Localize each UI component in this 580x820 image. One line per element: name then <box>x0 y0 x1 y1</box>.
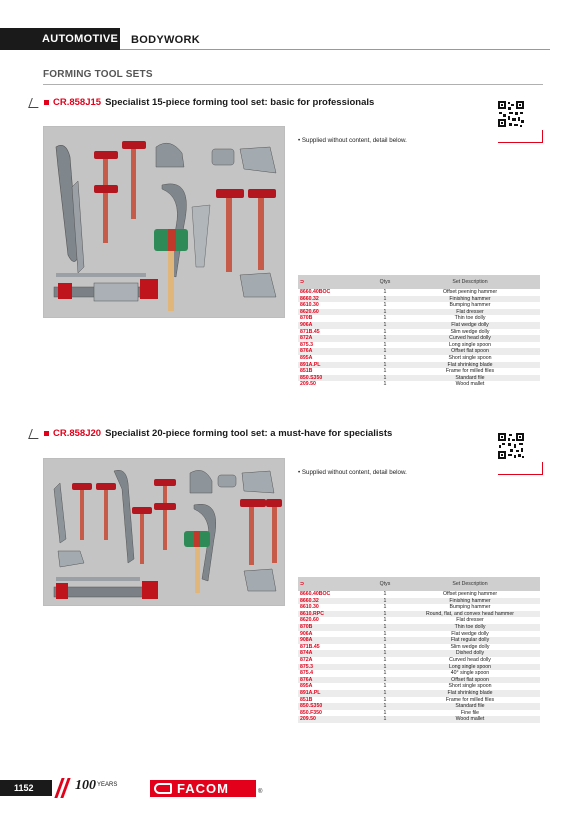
table-row <box>298 677 540 684</box>
registered-mark: ® <box>258 789 263 795</box>
table-row <box>298 309 540 316</box>
part-ref: 8660.32 <box>298 598 370 605</box>
table-row <box>298 690 540 697</box>
part-description: Flat shrinking blade <box>400 690 540 697</box>
set-2-title: Specialist 20-piece forming tool set: a must-have for specialists <box>105 428 393 439</box>
table-row <box>298 617 540 624</box>
part-description: Flat dresser <box>400 309 540 316</box>
part-ref: 209.50 <box>298 381 370 388</box>
tool-set-image <box>44 127 285 318</box>
table-row <box>298 322 540 329</box>
page-number: 1152 <box>14 783 34 793</box>
part-qty: 1 <box>370 604 400 611</box>
part-ref: 876A <box>298 677 370 684</box>
part-qty: 1 <box>370 716 400 723</box>
part-qty: 1 <box>370 617 400 624</box>
header-brand: AUTOMOTIVE <box>42 33 119 45</box>
part-ref: 870B <box>298 315 370 322</box>
part-ref: 875.3 <box>298 664 370 671</box>
col-ref-header <box>298 577 370 591</box>
part-qty: 1 <box>370 329 400 336</box>
part-ref: 872A <box>298 657 370 664</box>
part-description: Offset peening hammer <box>400 591 540 598</box>
part-ref: 8620.60 <box>298 309 370 316</box>
ref-col-icon: ⊃ <box>300 279 305 285</box>
part-ref: 8660.40BOC <box>298 591 370 598</box>
bullet-icon <box>44 431 49 436</box>
part-description: Flat regular dolly <box>400 637 540 644</box>
header-brand-tab <box>0 28 120 50</box>
part-description: Flat shrinking blade <box>400 362 540 369</box>
part-qty: 1 <box>370 644 400 651</box>
page-number-tab <box>0 780 52 796</box>
set-2-note: • Supplied without content, detail below. <box>298 469 407 476</box>
part-ref: 850.S350 <box>298 375 370 382</box>
part-description: Finishing hammer <box>400 598 540 605</box>
part-ref: 876A <box>298 348 370 355</box>
table-row <box>298 631 540 638</box>
part-description: 40° single spoon <box>400 670 540 677</box>
section-rule <box>43 84 543 85</box>
part-ref: 871B.45 <box>298 329 370 336</box>
table-row <box>298 598 540 605</box>
part-description: Curved head dolly <box>400 335 540 342</box>
table-row <box>298 664 540 671</box>
part-ref: 891A.PL <box>298 362 370 369</box>
part-description: Dished dolly <box>400 650 540 657</box>
table-row <box>298 697 540 704</box>
part-qty: 1 <box>370 683 400 690</box>
part-description: Wood mallet <box>400 716 540 723</box>
part-ref: 8610.RPC <box>298 611 370 618</box>
part-ref: 851B <box>298 368 370 375</box>
header-rule <box>120 49 550 50</box>
table-row <box>298 289 540 296</box>
part-description: Flat wedge dolly <box>400 322 540 329</box>
set-2-heading <box>30 428 392 439</box>
table-row <box>298 657 540 664</box>
part-description: Curved head dolly <box>400 657 540 664</box>
part-qty: 1 <box>370 368 400 375</box>
bullet-icon <box>44 100 49 105</box>
part-ref: 851B <box>298 697 370 704</box>
facom-logo <box>150 780 256 797</box>
part-qty: 1 <box>370 710 400 717</box>
set-1-ref: CR.858J15 <box>53 97 102 108</box>
table-row <box>298 362 540 369</box>
section-title: FORMING TOOL SETS <box>43 69 153 80</box>
table-header-row <box>298 577 540 591</box>
part-ref: 850.S350 <box>298 703 370 710</box>
part-description: Thin toe dolly <box>400 624 540 631</box>
part-qty: 1 <box>370 289 400 296</box>
part-description: Frame for milled files <box>400 368 540 375</box>
part-ref: 8610.30 <box>298 604 370 611</box>
qr-callout-line <box>498 474 543 475</box>
part-ref: 906A <box>298 631 370 638</box>
part-description: Offset peening hammer <box>400 289 540 296</box>
part-ref: 8660.32 <box>298 296 370 303</box>
header-category: BODYWORK <box>131 34 201 46</box>
table-row <box>298 342 540 349</box>
part-ref: 895A <box>298 355 370 362</box>
part-description: Long single spoon <box>400 664 540 671</box>
table-row <box>298 296 540 303</box>
set-1-heading <box>30 97 374 108</box>
part-qty: 1 <box>370 598 400 605</box>
tool-set-image <box>44 459 285 606</box>
part-description: Slim wedge dolly <box>400 329 540 336</box>
table-row <box>298 611 540 618</box>
col-desc-header: Set Description <box>400 577 540 591</box>
table-row <box>298 624 540 631</box>
set-1-title: Specialist 15-piece forming tool set: basic for professionals <box>105 97 375 108</box>
page-footer <box>0 778 580 802</box>
part-ref: 8610.30 <box>298 302 370 309</box>
part-ref: 891A.PL <box>298 690 370 697</box>
part-ref: 8660.40BOC <box>298 289 370 296</box>
table-row <box>298 355 540 362</box>
table-row <box>298 375 540 382</box>
part-qty: 1 <box>370 322 400 329</box>
col-desc-header: Set Description <box>400 275 540 289</box>
part-ref: 906A <box>298 322 370 329</box>
part-qty: 1 <box>370 670 400 677</box>
table-row <box>298 348 540 355</box>
part-description: Bumping hammer <box>400 604 540 611</box>
part-description: Round, flat, and convex head hammer <box>400 611 540 618</box>
table-row <box>298 650 540 657</box>
tick-mark <box>28 98 42 108</box>
part-qty: 1 <box>370 302 400 309</box>
part-description: Bumping hammer <box>400 302 540 309</box>
part-ref: 870B <box>298 624 370 631</box>
qr-callout-line <box>498 142 543 143</box>
part-qty: 1 <box>370 381 400 388</box>
part-ref: 8620.60 <box>298 617 370 624</box>
part-ref: 875.3 <box>298 342 370 349</box>
ref-col-icon: ⊃ <box>300 581 305 587</box>
table-row <box>298 683 540 690</box>
part-description: Slim wedge dolly <box>400 644 540 651</box>
table-row <box>298 315 540 322</box>
part-qty: 1 <box>370 677 400 684</box>
table-row <box>298 591 540 598</box>
qr-code-icon[interactable] <box>497 432 525 460</box>
part-description: Short single spoon <box>400 355 540 362</box>
years-mark: $100^{YEARS}$ <box>75 778 118 793</box>
top-header <box>0 28 580 54</box>
part-description: Long single spoon <box>400 342 540 349</box>
part-description: Thin toe dolly <box>400 315 540 322</box>
part-qty: 1 <box>370 650 400 657</box>
part-ref: 874A <box>298 650 370 657</box>
table-row <box>298 637 540 644</box>
col-qty-header: Qtys <box>370 577 400 591</box>
facom-logo-mark <box>154 783 172 794</box>
part-description: Offset flat spoon <box>400 677 540 684</box>
part-description: Frame for milled files <box>400 697 540 704</box>
part-qty: 1 <box>370 697 400 704</box>
table-row <box>298 670 540 677</box>
table-row <box>298 604 540 611</box>
part-description: Flat wedge dolly <box>400 631 540 638</box>
part-ref: 872A <box>298 335 370 342</box>
part-ref: 850.F350 <box>298 710 370 717</box>
table-row <box>298 335 540 342</box>
set-2-ref: CR.858J20 <box>53 428 102 439</box>
tick-mark <box>28 429 42 439</box>
part-qty: 1 <box>370 315 400 322</box>
set-1-note: • Supplied without content, detail below. <box>298 137 407 144</box>
part-qty: 1 <box>370 637 400 644</box>
table-row <box>298 329 540 336</box>
part-qty: 1 <box>370 348 400 355</box>
table-header-row <box>298 275 540 289</box>
part-qty: 1 <box>370 690 400 697</box>
table-row <box>298 302 540 309</box>
part-qty: 1 <box>370 657 400 664</box>
set-1-parts-table <box>298 275 540 388</box>
part-qty: 1 <box>370 335 400 342</box>
facom-logo-text: FACOM <box>177 781 229 796</box>
part-qty: 1 <box>370 703 400 710</box>
set-2-photo <box>43 458 285 606</box>
part-ref: 209.50 <box>298 716 370 723</box>
part-ref: 908A <box>298 637 370 644</box>
col-qty-header: Qtys <box>370 275 400 289</box>
part-ref: 871B.45 <box>298 644 370 651</box>
part-description: Standard file <box>400 703 540 710</box>
part-qty: 1 <box>370 342 400 349</box>
part-qty: 1 <box>370 631 400 638</box>
qr-code-icon[interactable] <box>497 100 525 128</box>
table-row <box>298 703 540 710</box>
part-description: Finishing hammer <box>400 296 540 303</box>
part-qty: 1 <box>370 355 400 362</box>
part-qty: 1 <box>370 296 400 303</box>
part-description: Short single spoon <box>400 683 540 690</box>
col-ref-header <box>298 275 370 289</box>
part-qty: 1 <box>370 309 400 316</box>
part-description: Wood mallet <box>400 381 540 388</box>
part-description: Standard file <box>400 375 540 382</box>
part-qty: 1 <box>370 362 400 369</box>
table-row <box>298 381 540 388</box>
part-description: Offset flat spoon <box>400 348 540 355</box>
part-qty: 1 <box>370 611 400 618</box>
set-2-parts-table <box>298 577 540 723</box>
table-row <box>298 710 540 717</box>
table-row <box>298 368 540 375</box>
set-1-photo <box>43 126 285 318</box>
part-description: Fine file <box>400 710 540 717</box>
part-qty: 1 <box>370 375 400 382</box>
table-row <box>298 644 540 651</box>
part-qty: 1 <box>370 591 400 598</box>
part-description: Flat dresser <box>400 617 540 624</box>
part-qty: 1 <box>370 664 400 671</box>
part-ref: 875.4 <box>298 670 370 677</box>
part-ref: 895A <box>298 683 370 690</box>
table-row <box>298 716 540 723</box>
part-qty: 1 <box>370 624 400 631</box>
